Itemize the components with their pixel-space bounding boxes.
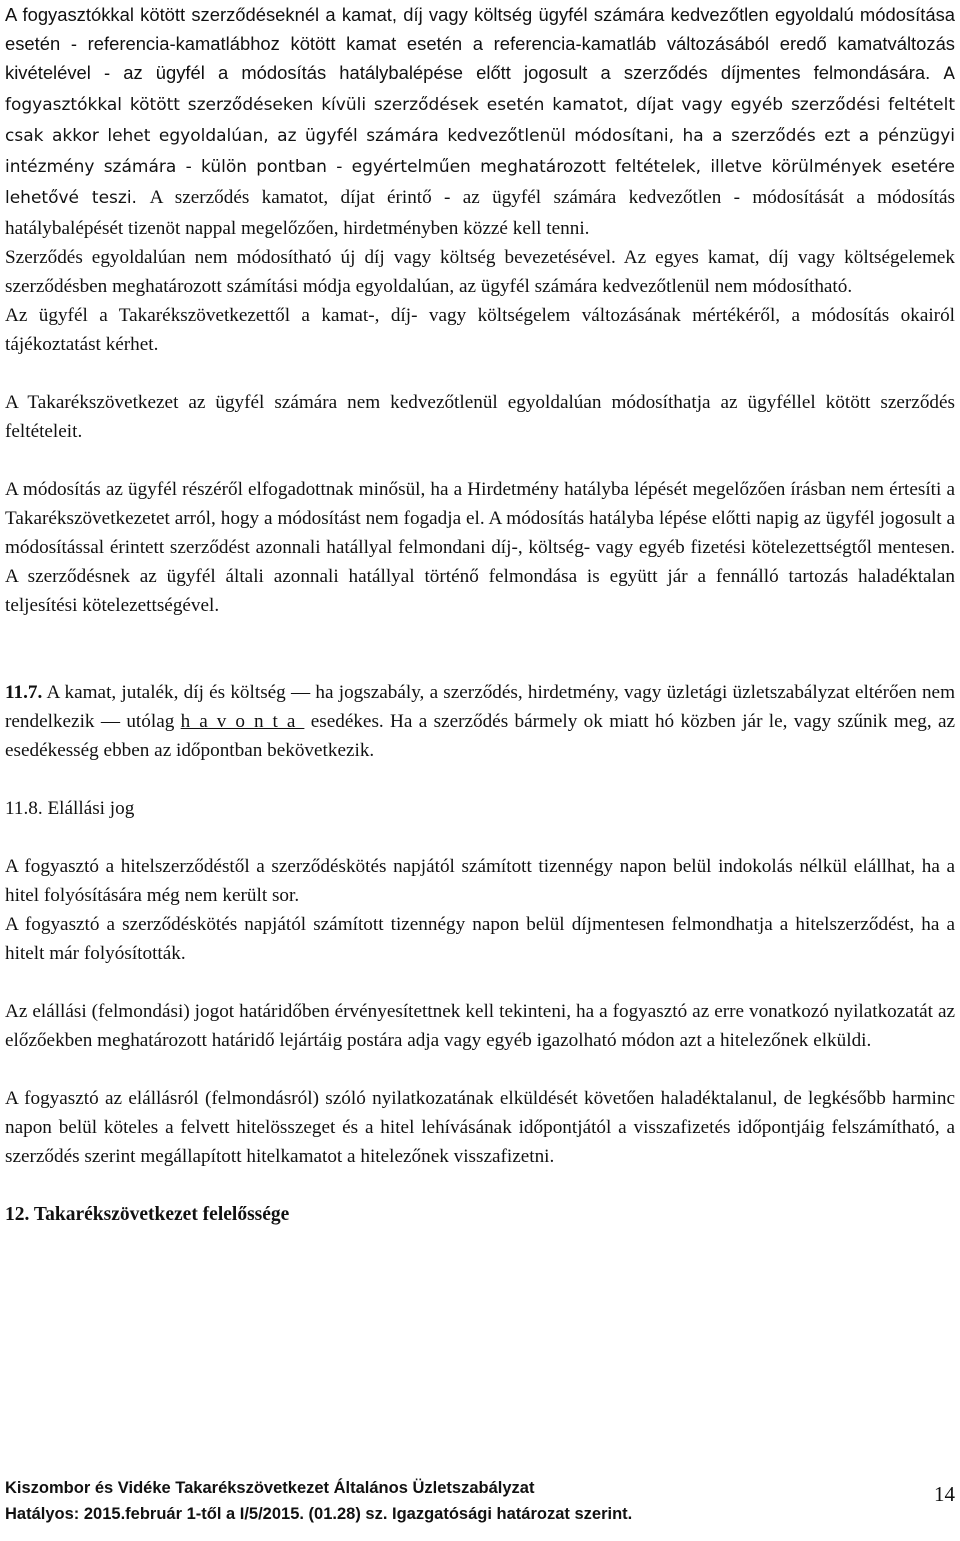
text-consumer-contracts: A fogyasztókkal kötött szerződéseknél a kamat, díj vagy költség ügyfél számára kedvezőtlen egyoldalú módosítása esetén - referencia-kamatlábhoz kötött kamat esetén a referencia-kamatláb változásából eredő kamatváltozás kivételével - az ügyfél a módosítás hatálybalépése előtt jogosult a szerződés díjmentes felmondására.	[5, 4, 955, 83]
spacer	[5, 446, 955, 475]
paragraph-consumer-modification	[5, 0, 955, 243]
section-12-title: 12. Takarékszövetkezet felelőssége	[5, 1204, 290, 1225]
document-page	[5, 0, 955, 1229]
spacer	[5, 359, 955, 388]
spacer	[5, 765, 955, 794]
paragraph-no-new-fee	[5, 243, 955, 301]
section-11-7	[5, 678, 955, 765]
paragraph-information-request: Az ügyfél a Takarékszövetkezettől a kamat-, díj- vagy költségelem változásának mértékéről, a módosítás okairól tájékoztatást kérhet.	[5, 305, 955, 355]
spacer	[5, 823, 955, 852]
paragraph-repayment: A fogyasztó az elállásról (felmondásról) szóló nyilatkozatának elküldését követően haladéktalanul, de legkésőbb harminc napon belül köteles a felvett hitelösszeget és a hitel lehívásának időpontjától a visszafizetés időpontjáig felszámítható, a szerződés szerint megállapított hitelkamatot a hitelezőnek visszafizetni.	[5, 1088, 955, 1167]
footer-document-title: Kiszombor és Vidéke Takarékszövetkezet Általános Üzletszabályzat	[5, 1479, 535, 1497]
paragraph-withdrawal	[5, 852, 955, 968]
text-withdrawal: A fogyasztó a hitelszerződéstől a szerződéskötés napjától számított tizennégy napon belül indokolás nélkül elállhat, ha a hitel folyósítására még nem került sor.	[5, 856, 955, 906]
paragraph-acceptance: A módosítás az ügyfél részéről elfogadottnak minősül, ha a Hirdetmény hatályba lépését megelőzően írásban nem értesíti a Takarékszövetkezetet arról, hogy a módosítást nem fogadja el. A módosítás hatályba lépése előtti napig az ügyfél jogosult a módosítással érintett szerződést azonnali hatállyal felmondani díj-, költség- vagy egyéb fizetési kötelezettségtől mentesen. A szerződésnek az ügyfél általi azonnali hatállyal történő felmondása is együtt jár a fennálló tartozás haladéktalan teljesítési kötelezettségével.	[5, 479, 955, 616]
text-no-new-fee: Szerződés egyoldalúan nem módosítható új díj vagy költség bevezetésével.	[5, 247, 616, 268]
spacer	[5, 1171, 955, 1200]
page-footer	[5, 1475, 955, 1527]
text-11-7-post: esedékes. Ha a szerződés bármely ok miatt hó közben jár le, vagy szűnik meg, az esedékesség ebben az időpontban bekövetkezik.	[5, 711, 956, 761]
spacer	[5, 968, 955, 997]
section-11-8-title: 11.8. Elállási jog	[5, 798, 135, 819]
footer-effective-date: Hatályos: 2015.február 1-től a I/5/2015. (01.28) sz. Igazgatósági határozat szerint.	[5, 1505, 633, 1523]
spacer	[5, 620, 955, 678]
paragraph-deadline: Az elállási (felmondási) jogot határidőben érvényesítettnek kell tekinteni, ha a fogyasztó az erre vonatkozó nyilatkozatát az előzőekben meghatározott határidő lejártáig postára adja vagy egyéb igazolható módon azt a hitelezőnek elküldi.	[5, 1001, 955, 1051]
page-number: 14	[934, 1482, 955, 1506]
text-non-consumer-contracts: A fogyasztókkal kötött szerződéseken kívüli szerződések esetén kamatot, díjat vagy egyéb szerződési feltételt csak akkor lehet egyoldalúan, az ügyfél számára kedvezőtlenül módosítani, ha a szerződés ezt a pénzügyi intézmény számára - külön pontban - egyértelműen meghatározott feltételek, illetve körülmények esetére lehetővé teszi.	[5, 64, 955, 208]
text-calc-method: Az egyes kamat, díj vagy költségelemek szerződésben meghatározott számítási módja egyoldalúan, az ügyfél számára kedvezőtlenül nem módosítható.	[5, 247, 955, 297]
text-havonta: havonta	[180, 711, 305, 732]
paragraph-favorable-modification: A Takarékszövetkezet az ügyfél számára nem kedvezőtlenül egyoldalúan módosíthatja az ügyféllel kötött szerződés feltételeit.	[5, 392, 955, 442]
text-termination: A fogyasztó a szerződéskötés napjától számított tizennégy napon belül díjmentesen felmondhatja a hitelszerződést, ha a hitelt már folyósították.	[5, 914, 955, 964]
text-11-7-pre: A kamat, jutalék, díj és költség — ha jogszabály, a szerződés, hirdetmény, vagy üzletági üzletszabályzat eltérően nem rendelkezik — utólag	[5, 682, 955, 732]
spacer	[5, 1055, 955, 1084]
text-announcement-rule: A szerződés kamatot, díjat érintő - az ügyfél számára kedvezőtlen - módosítását a módosítás hatálybalépését tizenöt nappal megelőzően, hirdetményben közzé kell tenni.	[5, 187, 955, 239]
section-number: 11.7.	[5, 682, 43, 703]
